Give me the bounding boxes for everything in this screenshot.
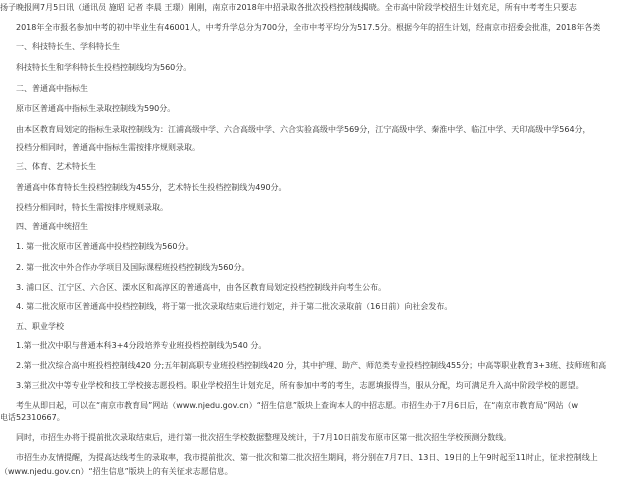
list-item: 2. 第一批次中外合作办学项目及国际课程班投档控制线为560分。 xyxy=(16,263,250,272)
section-heading-4: 四、普通高中统招生 xyxy=(16,222,88,231)
paragraph: 科技特长生和学科特长生投档控制线均为560分。 xyxy=(16,63,192,72)
list-item: 2.第一批次综合高中班投档控制线420 分;五年制高职专业班投档控制线420 分，其中护理、助产、师范类专业投档控制线455分；中高等职业教育3+3班、技师班和高 xyxy=(16,361,607,370)
paragraph: 由本区教育局划定的指标生录取控制线为：江浦高级中学、六合高级中学、六合实验高级中学569分，江宁高级中学、秦淮中学、临江中学、天印高级中学564分， xyxy=(16,125,591,134)
paragraph-query: 考生从即日起，可以在“南京市教育局”网站（www.njedu.gov.cn）“招生信息”版块上查询本人的中招志愿。市招生办于7月6日后，在“南京市教育局”网站（w xyxy=(16,401,579,410)
list-item: 1.第一批次中职与普通本科3+4分段培养专业班投档控制线为540 分。 xyxy=(16,341,267,350)
paragraph: 原市区普通高中指标生录取控制线为590分。 xyxy=(16,104,176,113)
section-heading-1: 一、科技特长生、学科特长生 xyxy=(16,42,120,51)
paragraph-phone: 电话52310667。 xyxy=(0,413,65,422)
section-heading-3: 三、体育、艺术特长生 xyxy=(16,162,96,171)
paragraph: 投档分相同时，普通高中指标生需按排序规则录取。 xyxy=(16,143,200,152)
list-item: 3. 浦口区、江宁区、六合区、溧水区和高淳区的普通高中，由各区教育局划定投档控制线并向考生公布。 xyxy=(16,283,387,292)
paragraph: 同时，市招生办将于提前批次录取结束后，进行第一批次招生学校数据整理及统计，于7月10日前发布原市区第一批次招生学校预测分数线。 xyxy=(16,433,512,442)
paragraph-link: （www.njedu.gov.cn）“招生信息”版块上的有关征求志愿信息。 xyxy=(0,467,233,476)
list-item: 3.第三批次中等专业学校和技工学校接志愿投档。职业学校招生计划充足，所有参加中考的考生，志愿填报得当，服从分配，均可满足升入高中阶段学校的愿望。 xyxy=(16,381,584,390)
paragraph-reminder: 市招生办友情提醒，为提高达线考生的录取率，我市提前批次、第一批次和第二批次招生期间，将分别在7月7日、13日、19日的上午9时起至11时止，征求控制线上 xyxy=(16,453,598,462)
section-heading-5: 五、职业学校 xyxy=(16,322,64,331)
list-item: 1. 第一批次原市区普通高中投档控制线为560分。 xyxy=(16,242,194,251)
paragraph: 普通高中体育特长生投档控制线为455分，艺术特长生投档控制线为490分。 xyxy=(16,183,287,192)
section-heading-2: 二、普通高中指标生 xyxy=(16,84,88,93)
paragraph: 投档分相同时，特长生需按排序规则录取。 xyxy=(16,203,168,212)
paragraph-intro: 扬子晚报网7月5日讯（通讯员 施昭 记者 李晨 王璟）刚刚，南京市2018年中招录取各批次投档控制线揭晓。全市高中阶段学校招生计划充足，所有中考考生只要志 xyxy=(0,3,577,12)
paragraph-stats: 2018年全市报名参加中考的初中毕业生有46001人，中考升学总分为700分，全市中考平均分为517.5分。根据今年的招生计划，经南京市招委会批准，2018年各类 xyxy=(16,23,601,32)
list-item: 4. 第二批次原市区普通高中投档控制线，将于第一批次录取结束后进行划定，并于第二批次录取前（16日前）向社会发布。 xyxy=(16,302,453,311)
